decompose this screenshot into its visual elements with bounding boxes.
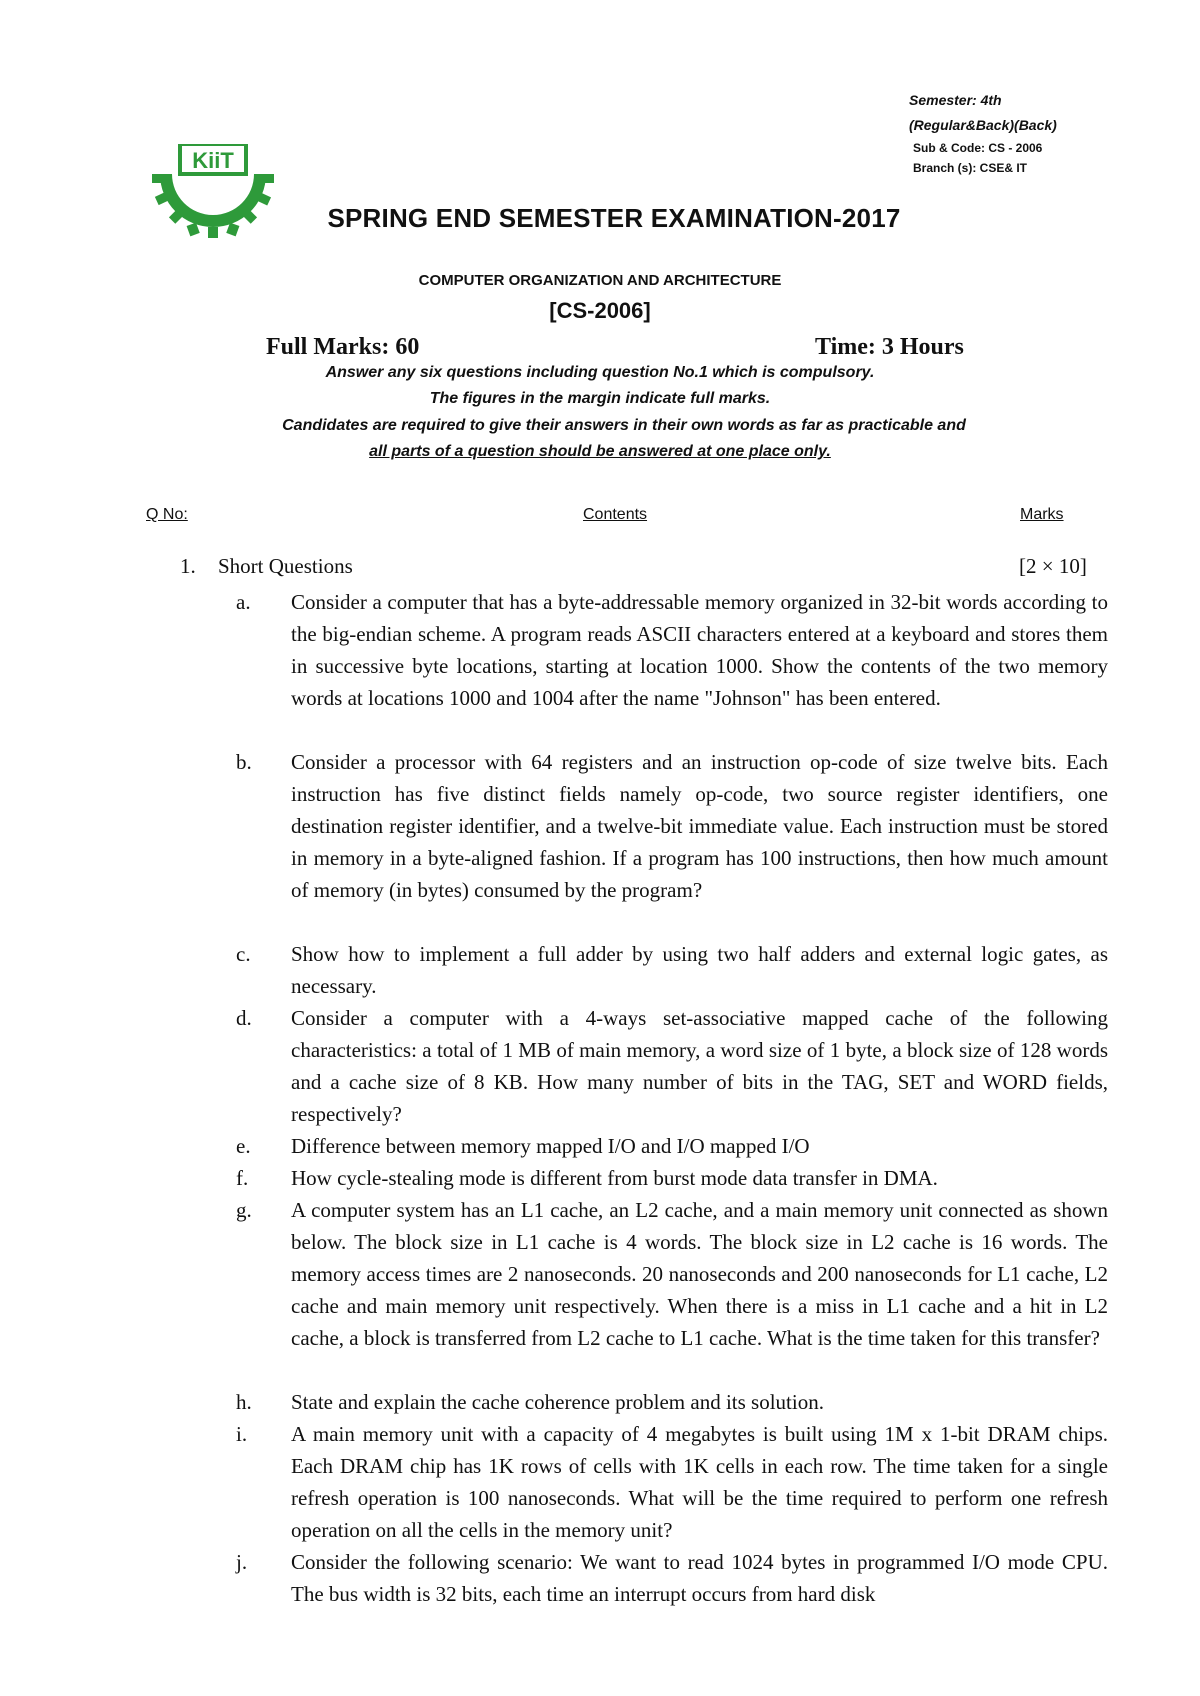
- question-marks: [2 × 10]: [1019, 554, 1087, 578]
- question-part-j: [236, 1546, 1108, 1610]
- part-text: A computer system has an L1 cache, an L2 cache, and a main memory unit connected as shown below. The block size in L1 cache is 4 words. The block size in L2 cache is 16 words. The memory access times are 2 nanoseconds. 20 nanoseconds and 200 nanoseconds for L1 cache, L2 cache and main memory unit respectively. When there is a miss in L1 cache and a hit in L2 cache, a block is transferred from L2 cache to L1 cache. What is the time taken for this transfer?: [291, 1198, 1108, 1350]
- question-part-c: [236, 938, 1108, 1002]
- question-part-b: [236, 746, 1108, 906]
- column-header-contents: Contents: [583, 506, 648, 523]
- instruction-line: Candidates are required to give their answers in their own words as far as practicable and: [282, 417, 966, 434]
- part-label: j.: [236, 1550, 248, 1574]
- part-text: A main memory unit with a capacity of 4 megabytes is built using 1M x 1-bit DRAM chips. Each DRAM chip has 1K rows of cells with 1K cells in each row. The time taken for a single refresh operation is 100 nanoseconds. What will be the time required to perform one refresh operation on all the cells in the memory unit?: [291, 1422, 1108, 1542]
- part-label: i.: [236, 1422, 248, 1446]
- part-text: Consider the following scenario: We want to read 1024 bytes in programmed I/O mode CPU. The bus width is 32 bits, each time an interrupt occurs from hard disk: [291, 1550, 1108, 1606]
- part-text: How cycle-stealing mode is different from burst mode data transfer in DMA.: [291, 1166, 938, 1190]
- exam-meta: [909, 88, 1057, 178]
- course-code: [CS-2006]: [549, 298, 651, 323]
- question-part-f: [236, 1162, 1108, 1194]
- part-text: Consider a processor with 64 registers and an instruction op-code of size twelve bits. Each instruction has five distinct fields namely op-code, two source register identifiers, one destination register identifier, and a twelve-bit immediate value. Each instruction must be stored in memory in a byte-aligned fashion. If a program has 100 instructions, then how much amount of memory (in bytes) consumed by the program?: [291, 750, 1108, 902]
- question-part-h: [236, 1386, 1108, 1418]
- subject-code-text: Sub & Code: CS - 2006: [913, 141, 1043, 155]
- part-label: d.: [236, 1006, 252, 1030]
- question-part-e: [236, 1130, 1108, 1162]
- instruction-line: Answer any six questions including question No.1 which is compulsory.: [325, 364, 875, 381]
- part-label: a.: [236, 590, 251, 614]
- part-text: Difference between memory mapped I/O and I/O mapped I/O: [291, 1134, 810, 1158]
- instruction-line: all parts of a question should be answered at one place only.: [369, 443, 831, 460]
- part-text: State and explain the cache coherence problem and its solution.: [291, 1390, 824, 1414]
- column-header-qno: Q No:: [146, 506, 188, 523]
- part-text: Consider a computer that has a byte-addressable memory organized in 32-bit words according to the big-endian scheme. A program reads ASCII characters entered at a keyboard and stores them in successive byte locations, starting at location 1000. Show the contents of the two memory words at locations 1000 and 1004 after the name "Johnson" has been entered.: [291, 590, 1108, 710]
- part-label: b.: [236, 750, 252, 774]
- column-header-marks: Marks: [1020, 506, 1064, 523]
- branch-text: Branch (s): CSE& IT: [913, 161, 1028, 175]
- question-part-a: [236, 586, 1108, 714]
- exam-title: SPRING END SEMESTER EXAMINATION-2017: [327, 203, 901, 233]
- part-label: g.: [236, 1198, 252, 1222]
- logo-text: KiiT: [192, 148, 234, 173]
- question-part-g: [236, 1194, 1108, 1354]
- question-part-i: [236, 1418, 1108, 1546]
- exam-type-text: (Regular&Back)(Back): [909, 117, 1057, 133]
- exam-time: Time: 3 Hours: [815, 334, 964, 360]
- question-part-d: [236, 1002, 1108, 1130]
- part-label: h.: [236, 1390, 252, 1414]
- part-text: Consider a computer with a 4-ways set-associative mapped cache of the following characteristics: a total of 1 MB of main memory, a word size of 1 byte, a block size of 128 words and a cache size of 8 KB. How many number of bits in the TAG, SET and WORD fields, respectively?: [291, 1006, 1108, 1126]
- instruction-line: The figures in the margin indicate full marks.: [429, 390, 771, 407]
- part-label: f.: [236, 1166, 249, 1190]
- part-label: e.: [236, 1134, 251, 1158]
- full-marks: Full Marks: 60: [266, 334, 420, 360]
- part-text: Show how to implement a full adder by using two half adders and external logic gates, as necessary.: [291, 942, 1108, 998]
- subject-name: COMPUTER ORGANIZATION AND ARCHITECTURE: [418, 272, 782, 289]
- question-number: 1.: [180, 554, 196, 578]
- semester-text: Semester: 4th: [909, 92, 1002, 108]
- part-label: c.: [236, 942, 251, 966]
- question-title: Short Questions: [218, 554, 353, 578]
